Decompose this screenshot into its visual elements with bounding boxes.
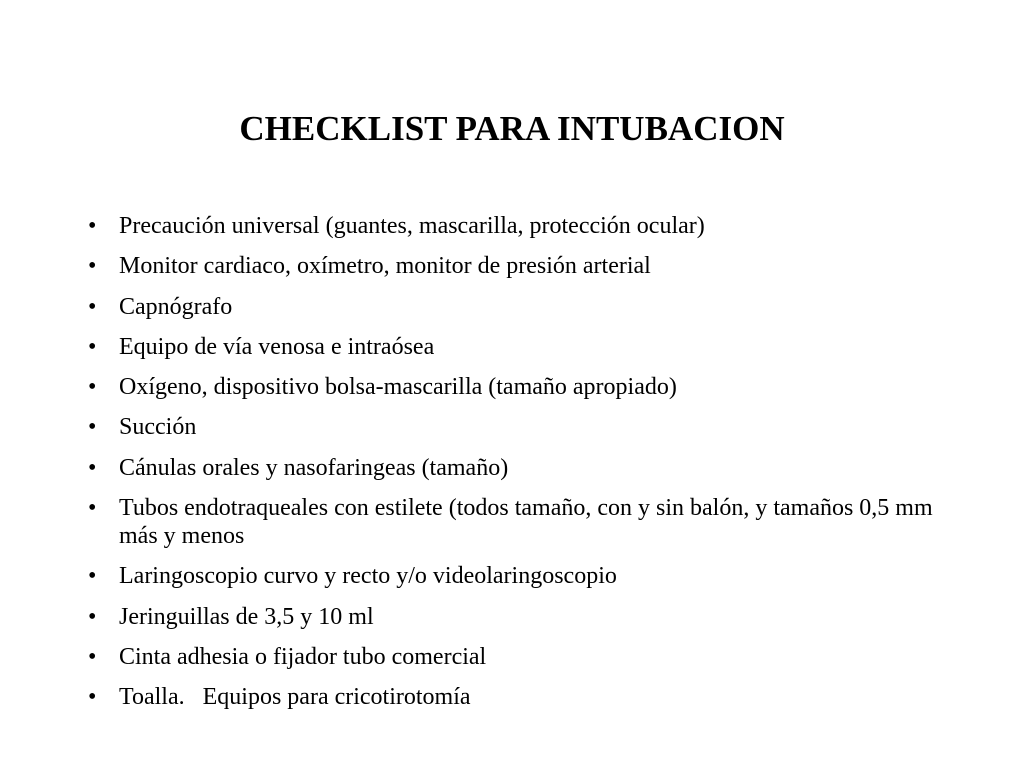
checklist-item <box>88 252 968 280</box>
checklist-item <box>88 603 968 631</box>
bullet-icon: • <box>88 603 97 630</box>
bullet-icon: • <box>88 495 97 522</box>
checklist-item <box>88 212 968 240</box>
checklist-item <box>88 454 968 482</box>
bullet-icon: • <box>88 414 97 441</box>
bullet-icon: • <box>88 293 97 320</box>
checklist-item-text: Monitor cardiaco, oxímetro, monitor de presión arterial <box>119 253 651 280</box>
checklist-item <box>88 373 968 401</box>
checklist-item <box>88 562 968 590</box>
checklist-item <box>88 293 968 321</box>
bullet-icon: • <box>88 684 97 711</box>
bullet-icon: • <box>88 643 97 670</box>
checklist-item-text: Capnógrafo <box>119 293 233 320</box>
checklist-item-text: Tubos endotraqueales con estilete (todos tamaño, con y sin balón, y tamaños 0,5 mm más y menos <box>119 495 939 550</box>
checklist-item <box>88 683 968 711</box>
checklist-item-text: Succión <box>119 414 197 441</box>
checklist-item-text: Cinta adhesia o fijador tubo comercial <box>119 643 487 670</box>
slide-title: CHECKLIST PARA INTUBACION <box>239 109 785 148</box>
bullet-icon: • <box>88 333 97 360</box>
bullet-icon: • <box>88 213 97 239</box>
checklist-item <box>88 494 968 550</box>
checklist-item-text: Toalla. Equipos para cricotirotomía <box>119 684 471 711</box>
bullet-icon: • <box>88 563 97 590</box>
checklist <box>88 212 968 724</box>
checklist-item-text: Precaución universal (guantes, mascarilla, protección ocular) <box>119 213 705 239</box>
checklist-item <box>88 643 968 671</box>
checklist-item <box>88 413 968 441</box>
bullet-icon: • <box>88 253 97 280</box>
checklist-item-text: Laringoscopio curvo y recto y/o videolaringoscopio <box>119 563 617 590</box>
checklist-item-text: Jeringuillas de 3,5 y 10 ml <box>119 603 374 630</box>
checklist-item-text: Cánulas orales y nasofaringeas (tamaño) <box>119 454 509 481</box>
bullet-icon: • <box>88 454 97 481</box>
bullet-icon: • <box>88 374 97 401</box>
checklist-item-text: Equipo de vía venosa e intraósea <box>119 333 435 360</box>
checklist-item <box>88 333 968 361</box>
checklist-item-text: Oxígeno, dispositivo bolsa-mascarilla (tamaño apropiado) <box>119 374 677 401</box>
